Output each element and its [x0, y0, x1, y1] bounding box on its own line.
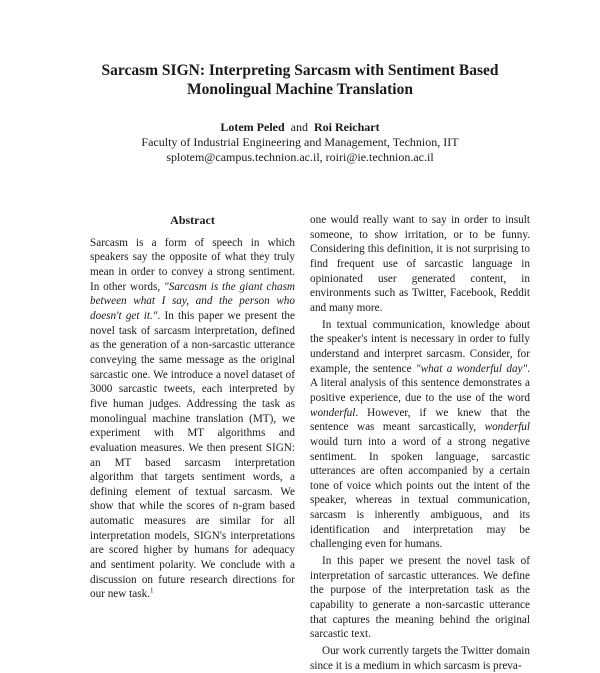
- title-line-2: Monolingual Machine Translation: [187, 81, 413, 98]
- author-names: [0, 120, 600, 135]
- author-2: Roi Reichart: [313, 120, 380, 134]
- p2-example-sentence: "what a wonderful day": [415, 362, 528, 375]
- intro-paragraph-4: Our work currently targets the Twitter domain since it is a medium in which sarcasm is preva-: [310, 645, 530, 672]
- p2-text-g: would turn into a word of a strong negative sentiment. In spoken language, sarcastic utterances are often accompanied by a certain tone of voice which points out the intent of the speaker, whereas in textual communication, sarcasm is inherently ambiguous, and its identification and interpretation may be challenging even for humans.: [310, 435, 530, 551]
- abstract-text-1: Sarcasm is a form of speech in which speakers say the opposite of what they truly mean in order to convey a strong sentiment. In other words,: [90, 236, 295, 293]
- p2-text-a: In textual communication, knowledge about the speaker's intent is necessary in order to fully understand and interpret sarcasm. Consider, for example, the sentence: [310, 318, 530, 375]
- p2-text-e: . However, if we knew that the sentence was meant sarcastically,: [310, 406, 530, 434]
- emails: splotem@campus.technion.ac.il, roiri@ie.technion.ac.il: [166, 150, 434, 164]
- title-line-1: Sarcasm SIGN: Interpreting Sarcasm with Sentiment Based: [101, 62, 499, 79]
- affiliation: Faculty of Industrial Engineering and Management, Technion, IIT: [141, 135, 459, 149]
- intro-paragraph-2: [310, 318, 530, 553]
- intro-paragraph-1: one would really want to say in order to insult someone, to show irritation, or to be funny. Considering this definition, it is not surprising to find frequent use of sarcastic language in opinionated user generated content, in environments such as Twitter, Facebook, Reddit and many more.: [310, 214, 530, 314]
- abstract-text-2: . In this paper we present the novel task of sarcasm interpretation, defined as the generation of a non-sarcastic utterance conveying the same message as the original sarcastic one. We introduce a novel dataset of 3000 sarcastic tweets, each interpreted by five human judges. Addressing the task as monolingual machine translation (MT), we experiment with MT algorithms and evaluation measures. We then present SIGN: an MT based sarcasm interpretation algorithm that targets sentiment words, a defining element of textual sarcasm. We show that while the scores of n-gram based automatic measures are similar for all interpretation models, SIGN's interpretations are scored higher by humans for adequacy and sentiment polarity. We conclude with a discussion on future research directions for our new task.: [90, 309, 295, 601]
- p2-word-wonderful-1: wonderful: [310, 406, 356, 419]
- p2-word-wonderful-2: wonderful: [484, 421, 530, 434]
- author-1: Lotem Peled: [220, 120, 285, 134]
- left-column: [90, 213, 295, 602]
- author-block: [0, 120, 600, 165]
- footnote-mark: 1: [149, 586, 154, 595]
- right-column: [310, 213, 530, 673]
- p2-text-c: . A literal analysis of this sentence demonstrates a positive experience, due to the use of the word: [310, 362, 530, 404]
- abstract-quote: "Sarcasm is the giant chasm between what I say, and the person who doesn't get it.": [90, 280, 295, 322]
- author-and: and: [290, 120, 308, 134]
- abstract-heading: Abstract: [170, 213, 215, 227]
- abstract-text: [90, 236, 295, 602]
- paper-title: [0, 61, 600, 99]
- intro-paragraph-3: In this paper we present the novel task of interpretation of sarcastic utterances. We define the purpose of the interpretation task as the capability to generate a non-sarcastic utterance that captures the meaning behind the original sarcastic text.: [310, 555, 530, 641]
